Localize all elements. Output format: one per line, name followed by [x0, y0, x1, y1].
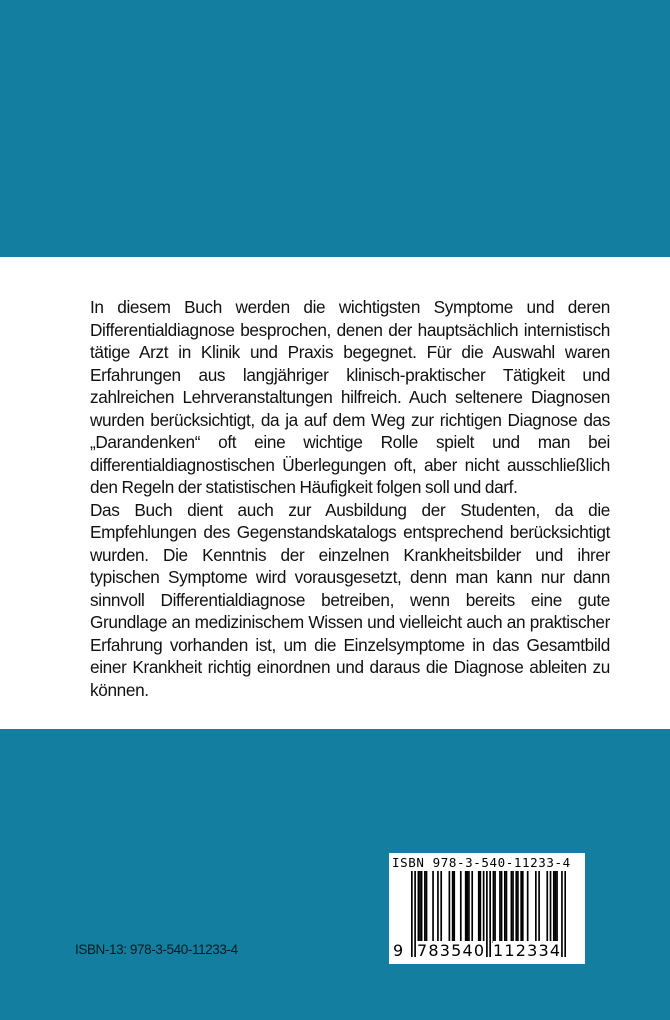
barcode-bar [426, 871, 428, 943]
barcode-bar [550, 871, 552, 943]
blurb-paragraph-1: In diesem Buch werden die wichtigsten Symptome und deren Differentialdiagnose besprochen, denen der hauptsächlich internistisch tätige Arzt in Klinik und Praxis begegnet. Für die Auswahl waren Erfahrungen aus langjähriger klinisch-praktischer Tätigkeit und zahlreichen Lehrveranstaltungen hilfreich. Auch seltenere Diagnosen wurden berücksichtigt, da ja auf dem Weg zur richtigen Diagnose das „Darandenken“ oft eine wichtige Rolle spielt und man bei differentialdiagnostischen Überlegungen oft, aber nicht ausschließlich den Regeln der statistischen Häufigkeit folgen soll und darf. [90, 297, 610, 497]
barcode-bar [511, 871, 513, 943]
barcode [389, 853, 585, 964]
barcode-bar [527, 871, 529, 943]
barcode-bar [517, 871, 519, 943]
barcode-bar [553, 871, 555, 943]
barcode-bar [414, 871, 416, 957]
blurb-paragraph-2: Das Buch dient auch zur Ausbildung der Studenten, da die Empfehlungen des Gegenstandskatalogs entsprechend berücksichtigt wurden. Die Kenntnis der einzelnen Krankheitsbilder und ihrer typischen Symptome wird vorausgesetzt, denn man kann nur dann sinnvoll Differentialdiagnose betreiben, wenn bereits eine gute Grundlage an medizinischem Wissen und vielleicht auch an praktischer Erfahrung vorhanden ist, um die Einzelsymptome in das Gesamtbild einer Krankheit richtig einordnen und daraus die Diagnose ableiten zu können. [90, 499, 610, 700]
barcode-bar [440, 871, 442, 943]
barcode-bar [465, 871, 467, 943]
barcode-bar [561, 871, 563, 957]
barcode-bar [499, 871, 501, 943]
barcode-bar [460, 871, 462, 943]
barcode-bar [478, 871, 480, 943]
isbn-13: ISBN-13: 978-3-540-11233-4 [75, 942, 238, 957]
barcode-bar [437, 871, 439, 943]
barcode-bar [419, 871, 421, 943]
barcode-isbn-label: ISBN 978-3-540-11233-4 [392, 855, 571, 870]
back-cover-blurb [90, 296, 610, 701]
barcode-bar [512, 871, 514, 943]
barcode-bar [501, 871, 503, 943]
barcode-bar [411, 871, 413, 957]
barcode-bar [486, 871, 488, 957]
barcode-bar [515, 871, 517, 943]
barcode-bar [555, 871, 557, 943]
barcode-bar [564, 871, 566, 957]
barcode-bar [468, 871, 470, 943]
barcode-bar [452, 871, 454, 943]
top-color-band [0, 0, 670, 257]
barcode-bar [471, 871, 473, 943]
barcode-bar [493, 871, 495, 943]
barcode-bar [424, 871, 426, 943]
barcode-bar [466, 871, 468, 943]
barcode-bar [522, 871, 524, 943]
barcode-right-digits: 112334 [493, 941, 562, 960]
barcode-bar [449, 871, 451, 943]
barcode-bar [546, 871, 548, 943]
barcode-bar [418, 871, 420, 943]
barcode-bar [432, 871, 434, 943]
barcode-bar [535, 871, 537, 943]
barcode-bar [520, 871, 522, 943]
barcode-bar [453, 871, 455, 943]
barcode-bar [483, 871, 485, 943]
barcode-bar [506, 871, 508, 943]
barcode-left-digits: 783540 [417, 941, 486, 960]
barcode-bar [504, 871, 506, 943]
barcode-bar [556, 871, 558, 943]
barcode-bar [421, 871, 423, 943]
barcode-bar [494, 871, 496, 943]
barcode-bar [538, 871, 540, 943]
barcode-bar [489, 871, 491, 957]
barcode-bar [480, 871, 482, 943]
barcode-first-digit: 9 [393, 941, 404, 960]
